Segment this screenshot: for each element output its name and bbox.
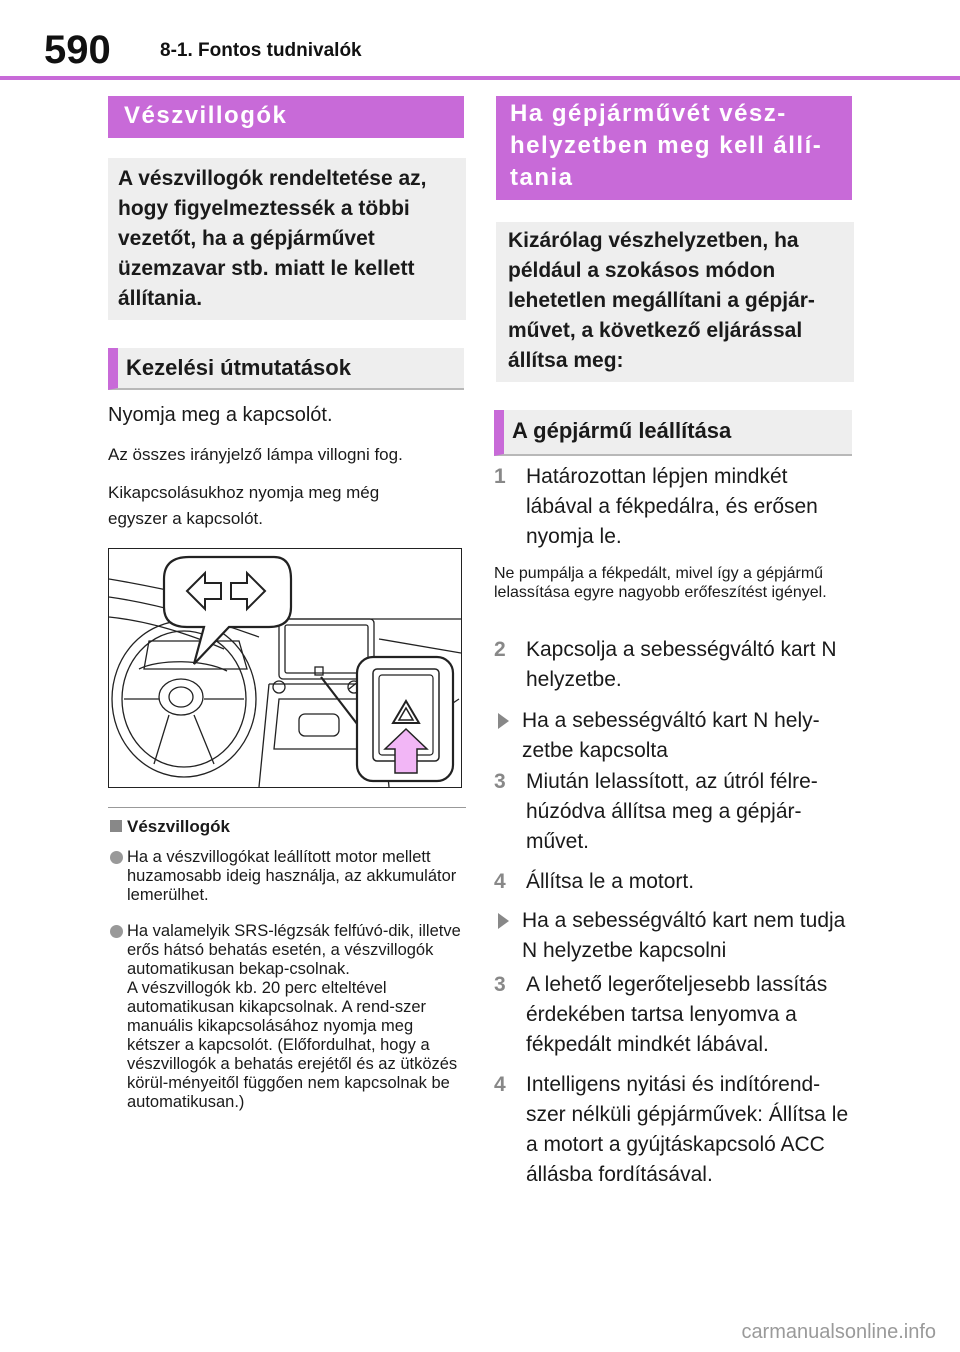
step-number: 3 xyxy=(494,770,506,793)
step-text: Kapcsolja a sebességváltó kart N helyzetbe. xyxy=(526,638,837,691)
step-text: Állítsa le a motort. xyxy=(526,870,695,893)
heading-emergency-stop: Ha gépjárművét vész-helyzetben meg kell állí-tania xyxy=(496,96,852,200)
step-1 xyxy=(494,462,856,552)
hazard-intro-box: A vészvillogók rendeltetése az, hogy figyelmeztessék a többi vezetőt, ha a gépjárművet üzemzavar stb. miatt le kellett állítania. xyxy=(108,158,466,320)
bullet-text: Ha valamelyik SRS-légzsák felfúvó-dik, illetve erős hátsó behatás esetén, a vészvillogók automatikusan bekap-csolnak. A vészvillogók kb. 20 perc elteltével automatikusan kikapcsolnak. A rend-szer manuális kikapcsolásához nyomja meg kétszer a kapcsolót. (Előfordulhat, hogy a vészvillogók a behatás erejétől és az ütközés körül-ményeitől függően nem kapcsolnak be automatikusan.) xyxy=(127,922,461,1111)
step-number: 3 xyxy=(494,973,506,996)
bullet-srs-note xyxy=(110,922,466,1112)
step-text: A lehető legerőteljesebb lassítás érdekében tartsa lenyomva a fékpedált mindkét lábával. xyxy=(526,973,828,1056)
branch-not-neutral xyxy=(496,906,856,966)
dashboard-illustration xyxy=(108,548,462,788)
page-number: 590 xyxy=(44,28,111,72)
bullet-text: Ha a vészvillogókat leállított motor mellett huzamosabb ideig használja, az akkumulátor lemerülhet. xyxy=(127,848,457,904)
square-bullet-icon xyxy=(110,820,122,832)
triangle-bullet-icon xyxy=(498,713,509,729)
emergency-intro-box: Kizárólag vészhelyzetben, ha például a szokásos módon lehetetlen megállítani a gépjár-művet, a következő eljárással állítsa meg: xyxy=(496,222,854,382)
step-2 xyxy=(494,635,856,695)
step-3b xyxy=(494,970,856,1060)
step-text: Miután lelassított, az útról félre-húzódva állítsa meg a gépjár-művet. xyxy=(526,770,818,853)
step-4a xyxy=(494,867,856,897)
note-turn-signals: Az összes irányjelző lámpa villogni fog. xyxy=(108,445,403,464)
note-turn-off: Kikapcsolásukhoz nyomja meg még egyszer a kapcsolót. xyxy=(108,483,380,528)
notes-title xyxy=(110,817,230,837)
step-number: 2 xyxy=(494,638,506,661)
branch-text: Ha a sebességváltó kart nem tudja N helyzetbe kapcsolni xyxy=(522,909,846,962)
subheading-stopping-vehicle: A gépjármű leállítása xyxy=(494,410,852,456)
instruction-text: Nyomja meg a kapcsolót. xyxy=(108,404,333,426)
header-rule xyxy=(0,76,960,80)
bullet-dot-icon xyxy=(110,851,123,864)
branch-text: Ha a sebességváltó kart N hely-zetbe kapcsolta xyxy=(522,709,820,762)
step-number: 1 xyxy=(494,465,506,488)
step-text: Intelligens nyitási és indítórend-szer nélküli gépjárművek: Állítsa le a motort a gyújtáskapcsoló ACC állásba fordításával. xyxy=(526,1073,849,1186)
section-title: 8-1. Fontos tudnivalók xyxy=(160,40,362,61)
step-4b xyxy=(494,1070,856,1190)
step-1-note: Ne pumpálja a fékpedált, mivel így a gépjármű lelassítása egyre nagyobb erőfeszítést igényel. xyxy=(494,565,827,601)
subheading-operating-instructions: Kezelési útmutatások xyxy=(108,348,464,390)
notes-divider xyxy=(108,807,466,808)
notes-title-text: Vészvillogók xyxy=(127,817,230,836)
bullet-dot-icon xyxy=(110,925,123,938)
heading-hazard-lights: Vészvillogók xyxy=(108,96,464,138)
step-text: Határozottan lépjen mindkét lábával a fékpedálra, és erősen nyomja le. xyxy=(526,465,818,548)
triangle-bullet-icon xyxy=(498,913,509,929)
step-number: 4 xyxy=(494,1073,506,1096)
bullet-battery-note xyxy=(110,848,466,905)
step-3a xyxy=(494,767,856,857)
dashboard-drawing xyxy=(109,549,461,787)
step-number: 4 xyxy=(494,870,506,893)
branch-neutral xyxy=(496,706,856,766)
watermark: carmanualsonline.info xyxy=(741,1321,936,1343)
